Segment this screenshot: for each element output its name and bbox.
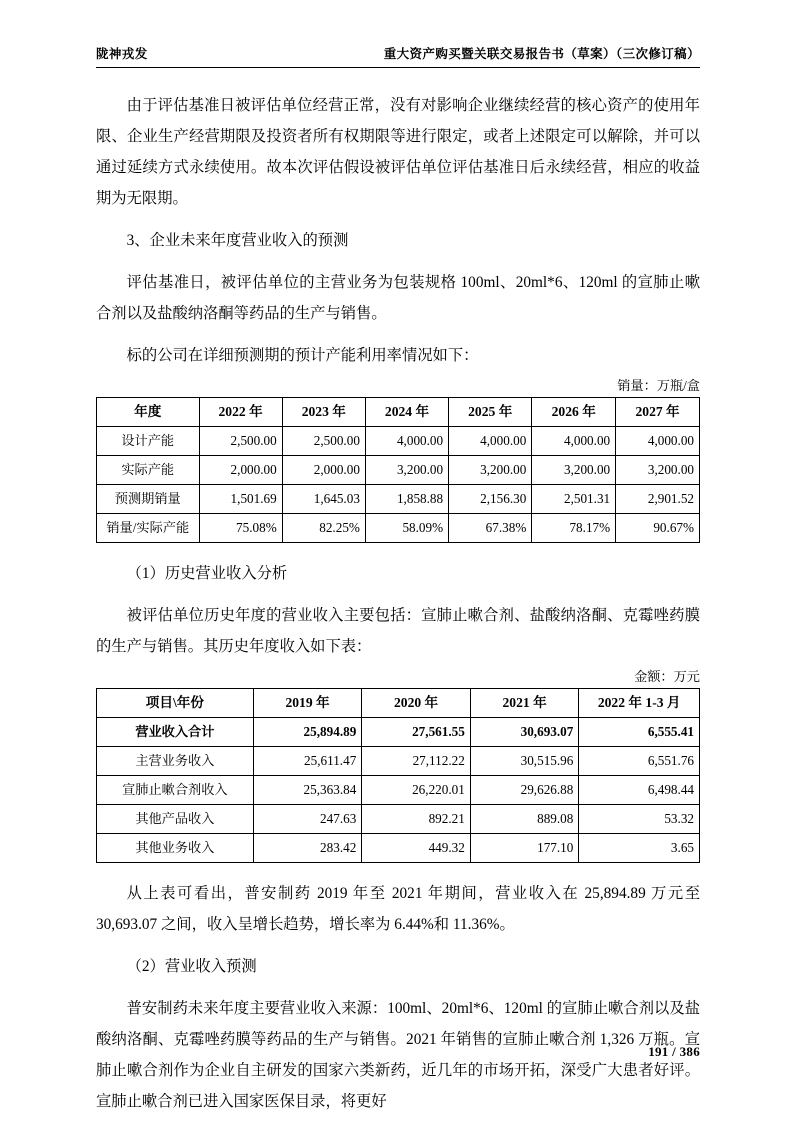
table-cell: 营业收入合计 [97, 718, 254, 747]
table-row [97, 456, 700, 485]
table-cell: 25,611.47 [253, 747, 362, 776]
table-cell: 其他产品收入 [97, 805, 254, 834]
table-cell: 53.32 [579, 805, 700, 834]
table-cell: 1,501.69 [199, 485, 282, 514]
table1-unit-label: 销量：万瓶/盒 [617, 378, 700, 393]
historical-revenue-table-wrapper [96, 688, 700, 863]
table-row [97, 805, 700, 834]
header-document-title: 重大资产购买暨关联交易报告书（草案）（三次修订稿） [383, 47, 700, 61]
capacity-utilization-table [96, 397, 700, 543]
table-cell: 3,200.00 [616, 456, 700, 485]
table-cell: 预测期销量 [97, 485, 200, 514]
table-cell: 30,693.07 [470, 718, 579, 747]
table-cell: 4,000.00 [449, 427, 532, 456]
table-header-cell: 2023 年 [282, 398, 365, 427]
table-header-cell: 2025 年 [449, 398, 532, 427]
table-cell: 6,551.76 [579, 747, 700, 776]
table-cell: 4,000.00 [616, 427, 700, 456]
header-divider [96, 67, 700, 68]
table-cell: 3.65 [579, 834, 700, 863]
spacer [96, 942, 700, 951]
table-row [97, 485, 700, 514]
table-cell: 247.63 [253, 805, 362, 834]
table-cell: 26,220.01 [362, 776, 471, 805]
table-cell: 889.08 [470, 805, 579, 834]
table-header-row [97, 689, 700, 718]
table-cell: 1,858.88 [365, 485, 448, 514]
table-header-cell: 2022 年 [199, 398, 282, 427]
page-header [96, 44, 700, 67]
table-cell: 58.09% [365, 514, 448, 543]
table-cell: 892.21 [362, 805, 471, 834]
table-cell: 2,000.00 [282, 456, 365, 485]
table-cell: 实际产能 [97, 456, 200, 485]
table-cell: 78.17% [532, 514, 616, 543]
heading-historical-revenue: （1）历史营业收入分析 [126, 565, 288, 582]
paragraph-historical-revenue: 被评估单位历史年度的营业收入主要包括：宣肺止嗽合剂、盐酸纳洛酮、克霉唑药膜的生产与销售。其历史年度收入如下表： [96, 607, 700, 655]
spacer [96, 984, 700, 993]
table-cell: 3,200.00 [532, 456, 616, 485]
table-header-cell: 2021 年 [470, 689, 579, 718]
table-cell: 3,200.00 [365, 456, 448, 485]
historical-revenue-table [96, 688, 700, 863]
table-row [97, 776, 700, 805]
table-cell: 27,112.22 [362, 747, 471, 776]
spacer [96, 869, 700, 878]
spacer [96, 216, 700, 225]
paragraph-going-concern: 由于评估基准日被评估单位经营正常，没有对影响企业继续经营的核心资产的使用年限、企业生产经营期限及投资者所有权期限等进行限定，或者上述限定可以解除，并可以通过延续方式永续使用。故本次评估假设被评估单位评估基准日后永续经营，相应的收益期为无限期。 [96, 97, 700, 207]
table-cell: 449.32 [362, 834, 471, 863]
table-cell: 27,561.55 [362, 718, 471, 747]
page-content [96, 44, 700, 1119]
table-cell: 25,894.89 [253, 718, 362, 747]
table-cell: 2,501.31 [532, 485, 616, 514]
table-cell: 4,000.00 [532, 427, 616, 456]
table-header-cell: 2020 年 [362, 689, 471, 718]
table-cell: 其他业务收入 [97, 834, 254, 863]
table-cell: 3,200.00 [449, 456, 532, 485]
table-cell: 75.08% [199, 514, 282, 543]
paragraph-capacity-intro: 标的公司在详细预测期的预计产能利用率情况如下： [126, 347, 479, 364]
table-cell: 2,500.00 [282, 427, 365, 456]
table-cell: 6,498.44 [579, 776, 700, 805]
table-header-cell: 2027 年 [616, 398, 700, 427]
page-number: 191 / 386 [648, 1044, 700, 1059]
spacer [96, 331, 700, 340]
table-cell: 4,000.00 [365, 427, 448, 456]
table-header-cell: 2026 年 [532, 398, 616, 427]
table-header-row [97, 398, 700, 427]
table-cell: 29,626.88 [470, 776, 579, 805]
table-row [97, 514, 700, 543]
paragraph-revenue-trend: 从上表可看出，普安制药 2019 年至 2021 年期间，营业收入在 25,894.89 万元至 30,693.07 之间，收入呈增长趋势，增长率为 6.44%和 11.36%。 [96, 885, 700, 933]
spacer [96, 591, 700, 600]
table-cell: 25,363.84 [253, 776, 362, 805]
table-cell: 2,000.00 [199, 456, 282, 485]
table-row [97, 747, 700, 776]
table-cell: 2,500.00 [199, 427, 282, 456]
heading-revenue-forecast: 3、企业未来年度营业收入的预测 [126, 232, 349, 249]
heading-revenue-projection: （2）营业收入预测 [126, 958, 257, 975]
paragraph-main-business: 评估基准日，被评估单位的主营业务为包装规格 100ml、20ml*6、120ml 的宣肺止嗽合剂以及盐酸纳洛酮等药品的生产与销售。 [96, 274, 700, 322]
table-cell: 177.10 [470, 834, 579, 863]
capacity-utilization-table-wrapper [96, 397, 700, 543]
table-cell: 67.38% [449, 514, 532, 543]
table-cell: 2,901.52 [616, 485, 700, 514]
table-header-cell: 2024 年 [365, 398, 448, 427]
header-company-name: 陇神戎发 [96, 47, 148, 61]
table-cell: 宣肺止嗽合剂收入 [97, 776, 254, 805]
table-header-cell: 年度 [97, 398, 200, 427]
table-cell: 主营业务收入 [97, 747, 254, 776]
table2-unit-label: 金额：万元 [634, 669, 700, 684]
table-cell: 82.25% [282, 514, 365, 543]
table-cell: 283.42 [253, 834, 362, 863]
table-cell: 销量/实际产能 [97, 514, 200, 543]
table-cell: 30,515.96 [470, 747, 579, 776]
spacer [96, 549, 700, 558]
table-header-cell: 2019 年 [253, 689, 362, 718]
table-header-cell: 2022 年 1-3 月 [579, 689, 700, 718]
table-cell: 1,645.03 [282, 485, 365, 514]
spacer [96, 258, 700, 267]
table-row [97, 718, 700, 747]
table-header-cell: 项目\年份 [97, 689, 254, 718]
table-cell: 6,555.41 [579, 718, 700, 747]
table-cell: 90.67% [616, 514, 700, 543]
table-cell: 设计产能 [97, 427, 200, 456]
table-row [97, 427, 700, 456]
table-cell: 2,156.30 [449, 485, 532, 514]
table-row [97, 834, 700, 863]
paragraph-revenue-sources: 普安制药未来年度主要营业收入来源：100ml、20ml*6、120ml 的宣肺止嗽合剂以及盐酸纳洛酮、克霉唑药膜等药品的生产与销售。2021 年销售的宣肺止嗽合剂 1,326 万瓶。宣肺止嗽合剂作为企业自主研发的国家六类新药，近几年的市场开拓，深受广大患者好评。宣肺止嗽合剂已进入国家医保目录，将更好 [96, 1000, 700, 1110]
